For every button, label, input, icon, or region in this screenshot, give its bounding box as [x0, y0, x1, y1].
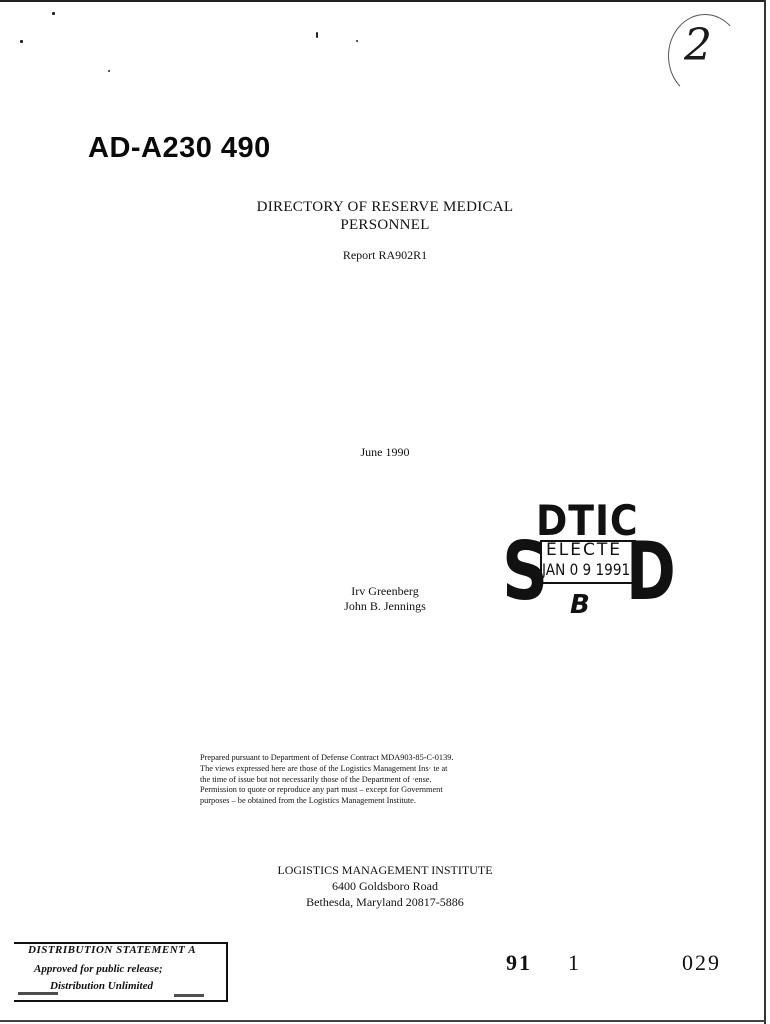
scan-speck: [108, 70, 110, 72]
title-line-1: DIRECTORY OF RESERVE MEDICAL: [256, 199, 514, 215]
author-2: John B. Jennings: [344, 599, 426, 613]
distribution-line-3: Distribution Unlimited: [50, 980, 153, 992]
document-title: [0, 198, 770, 234]
report-number: Report RA902R1: [342, 248, 428, 262]
serial-number-right: 029: [682, 950, 721, 975]
scan-speck: [52, 12, 55, 15]
stamp-right-letter: D: [626, 525, 676, 618]
organization-name: LOGISTICS MANAGEMENT INSTITUTE: [277, 863, 493, 877]
notice-line: the time of issue but not necessarily those of the Department of ·ense.: [200, 774, 432, 784]
ink-smudge: [18, 992, 58, 995]
distribution-statement-stamp: [14, 942, 228, 1002]
page-border-bottom: [0, 1020, 766, 1022]
dtic-elected-stamp: [500, 496, 682, 624]
distribution-line-2: Approved for public release;: [34, 963, 163, 975]
notice-line: purposes – be obtained from the Logistics Management Institute.: [200, 796, 416, 806]
distribution-line-1: DISTRIBUTION STATEMENT A: [28, 944, 197, 956]
serial-number-middle: 1: [568, 950, 581, 975]
notice-line: Permission to quote or reproduce any part must – except for Government: [200, 785, 443, 795]
ink-smudge: [174, 994, 204, 997]
page-border-top: [0, 0, 764, 2]
handwritten-mark: 2: [684, 20, 712, 71]
stamp-date: JAN 0 9 1991: [542, 560, 631, 579]
scan-speck: [20, 40, 23, 43]
notice-line: Prepared pursuant to Department of Defense Contract MDA903-85-C-0139.: [200, 753, 454, 762]
authors: [270, 584, 500, 614]
organization-city: Bethesda, Maryland 20817-5886: [306, 895, 464, 909]
contract-notice: [200, 753, 560, 807]
scan-speck: [316, 32, 318, 38]
scan-speck: [356, 40, 358, 42]
notice-line: The views expressed here are those of the Logistics Management Ins· te at: [200, 763, 448, 773]
stamp-section: B: [570, 590, 590, 620]
organization-address: [0, 862, 770, 910]
serial-number-left: 91: [506, 950, 532, 975]
publication-date: June 1990: [360, 445, 410, 459]
stamp-left-letter: S: [502, 525, 549, 618]
stamp-agency: DTIC: [536, 496, 639, 545]
ad-accession-number: AD-A230 490: [88, 132, 271, 164]
title-line-2: PERSONNEL: [340, 217, 430, 233]
organization-street: 6400 Goldsboro Road: [332, 879, 438, 893]
stamp-status: ELECTE: [546, 540, 622, 560]
author-1: Irv Greenberg: [351, 584, 419, 598]
